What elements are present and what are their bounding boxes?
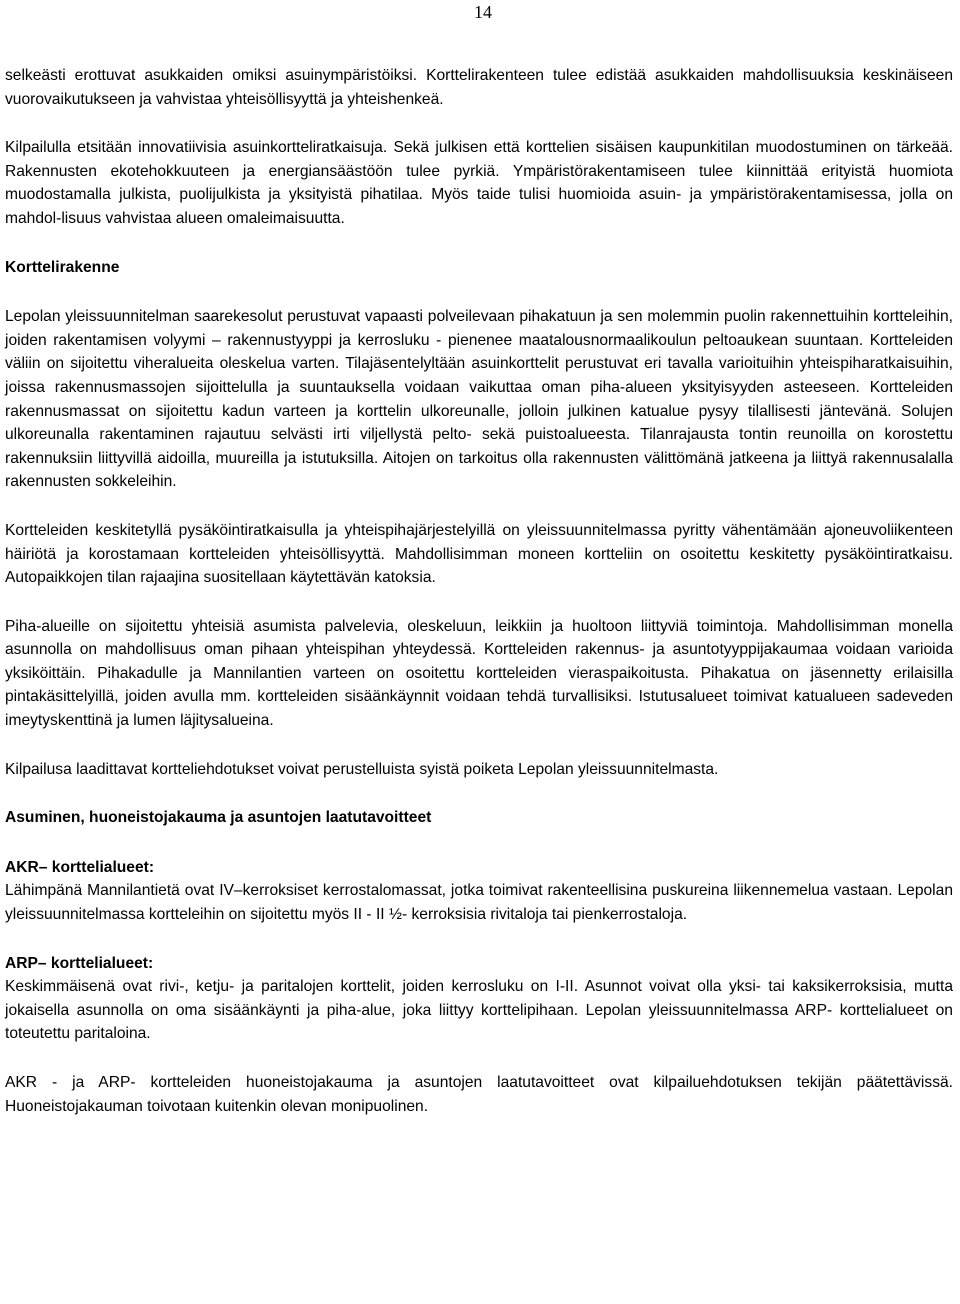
paragraph-proposals: Kilpailusa laadittavat kortteliehdotukset voivat perustelluista syistä poiketa Lepolan yleissuunnitelmasta. [5, 760, 719, 778]
paragraph-akr: Lähimpänä Mannilantietä ovat IV–kerroksiset kerrostalomassat, jotka toimivat rakenteellisina puskureina liikennemelua vastaan. Lepolan yleissuunnitelmassa kortteleihin on sijoitettu myös II - II ½- kerroksisia rivitaloja tai pienkerrostaloja. [5, 882, 953, 924]
paragraph-lepola-plan: Lepolan yleissuunnitelman saarekesolut perustuvat vapaasti polveilevaan pihakatuun ja sen molemmin puolin rakennettuihin kortteleihin, joiden rakentamisen volyymi – rakennustyyppi ja kerrosluku - pienenee maatalousnormaalikoulun peltoaukean suuntaan. Kortteleiden väliin on sijoitettu viheralueita oleskelua varten. Tilajäsentelyltään asuinkorttelit perustuvat eri tavalla varioituihin yhteispiharatkaisuihin, joissa rakennusmassojen sijoittelulla ja suuntauksella voidaan vaikuttaa oman piha-alueen yksityisyyden asteeseen. Kortteleiden rakennusmassat on sijoitettu kadun varteen ja korttelin ulkoreunalle, jolloin julkinen katualue pysyy tilallisesti jäntevänä. Solujen ulkoreunalla rakentaminen rajautuu selvästi irti viljellystä pelto- sekä puistoalueesta. Tilanrajausta tontin reunoilla on korostettu rakennuksiin liittyvillä aidoilla, muureilla ja istutuksilla. Aitojen on tarkoitus olla rakennusten välittömänä jatkeena ja liittyä rakennusalalla rakennusten sokkeleihin. [5, 308, 953, 491]
subheading-akr: AKR– korttelialueet: [5, 858, 155, 876]
paragraph-yard-areas: Piha-alueille on sijoitettu yhteisiä asumista palvelevia, oleskeluun, leikkiin ja huoltoon liittyviä toimintoja. Mahdollisimman monella asunnolla on mahdollisuus oman pihaan yhteispihan yhteydessä. Kortteleiden rakennus- ja asuntotyyppijakaumaa voidaan varioida yksiköittäin. Pihakadulle ja Mannilantien varteen on osoitettu kortteleiden vieraspaikoitusta. Pihakatua on jäsennetty erilaisilla pintakäsittelyillä, joiden avulla mm. kortteleiden sisäänkäynnit voidaan tehdä turvallisiksi. Istutusalueet toimivat katualueen sadeveden imeytyskenttinä ja lumen läjitysalueina. [5, 617, 953, 730]
heading-korttelirakenne: Korttelirakenne [5, 258, 120, 276]
subheading-arp: ARP– korttelialueet: [5, 954, 154, 972]
heading-housing: Asuminen, huoneistojakauma ja asuntojen laatutavoitteet [5, 809, 432, 827]
document-body [5, 64, 953, 1118]
paragraph-parking: Kortteleiden keskitetyllä pysäköintiratkaisulla ja yhteispihajärjestelyillä on yleissuunnitelmassa pyritty vähentämään ajoneuvoliikenteen häiriötä ja korostamaan kortteleiden yhteisöllisyyttä. Mahdollisimman moneen kortteliin on osoitettu keskitetty pysäköintiratkaisu. Autopaikkojen tilan rajaajina suositellaan käytettävän katoksia. [5, 521, 953, 587]
paragraph-arp: Keskimmäisenä ovat rivi-, ketju- ja paritalojen korttelit, joiden kerrosluku on I-II. Asunnot voivat olla yksi- tai kaksikerroksisia, mutta jokaisella asunnolla on oma sisäänkäynti ja piha-alue, joka liittyy korttelipihaan. Lepolan yleissuunnitelmassa ARP- korttelialueet on toteutettu paritaloina. [5, 978, 953, 1043]
page-number: 14 [474, 2, 492, 22]
paragraph-apartment-mix: AKR - ja ARP- kortteleiden huoneistojakauma ja asuntojen laatutavoitteet ovat kilpailuehdotuksen tekijän päätettävissä. Huoneistojakauman toivotaan kuitenkin olevan monipuolinen. [5, 1074, 953, 1115]
paragraph-competition: Kilpailulla etsitään innovatiivisia asuinkortteliratkaisuja. Sekä julkisen että korttelien sisäisen kaupunkitilan muodostuminen on tärkeää. Rakennusten ekotehokkuuteen ja energiansäästöön tulee pyrkiä. Ympäristörakentamiseen tulee kiinnittää erityistä huomiota muodostamalla julkista, puolijulkista ja yksityistä pihatilaa. Myös taide tulisi huomioida asuin- ja ympäristörakentamisessa, jolla on mahdol-lisuus vahvistaa alueen omaleimaisuutta. [5, 139, 953, 227]
paragraph-intro: selkeästi erottuvat asukkaiden omiksi asuinympäristöiksi. Korttelirakenteen tulee edistää asukkaiden mahdollisuuksia keskinäiseen vuorovaikutukseen ja vahvistaa yhteisöllisyyttä ja yhteishenkeä. [5, 67, 953, 108]
